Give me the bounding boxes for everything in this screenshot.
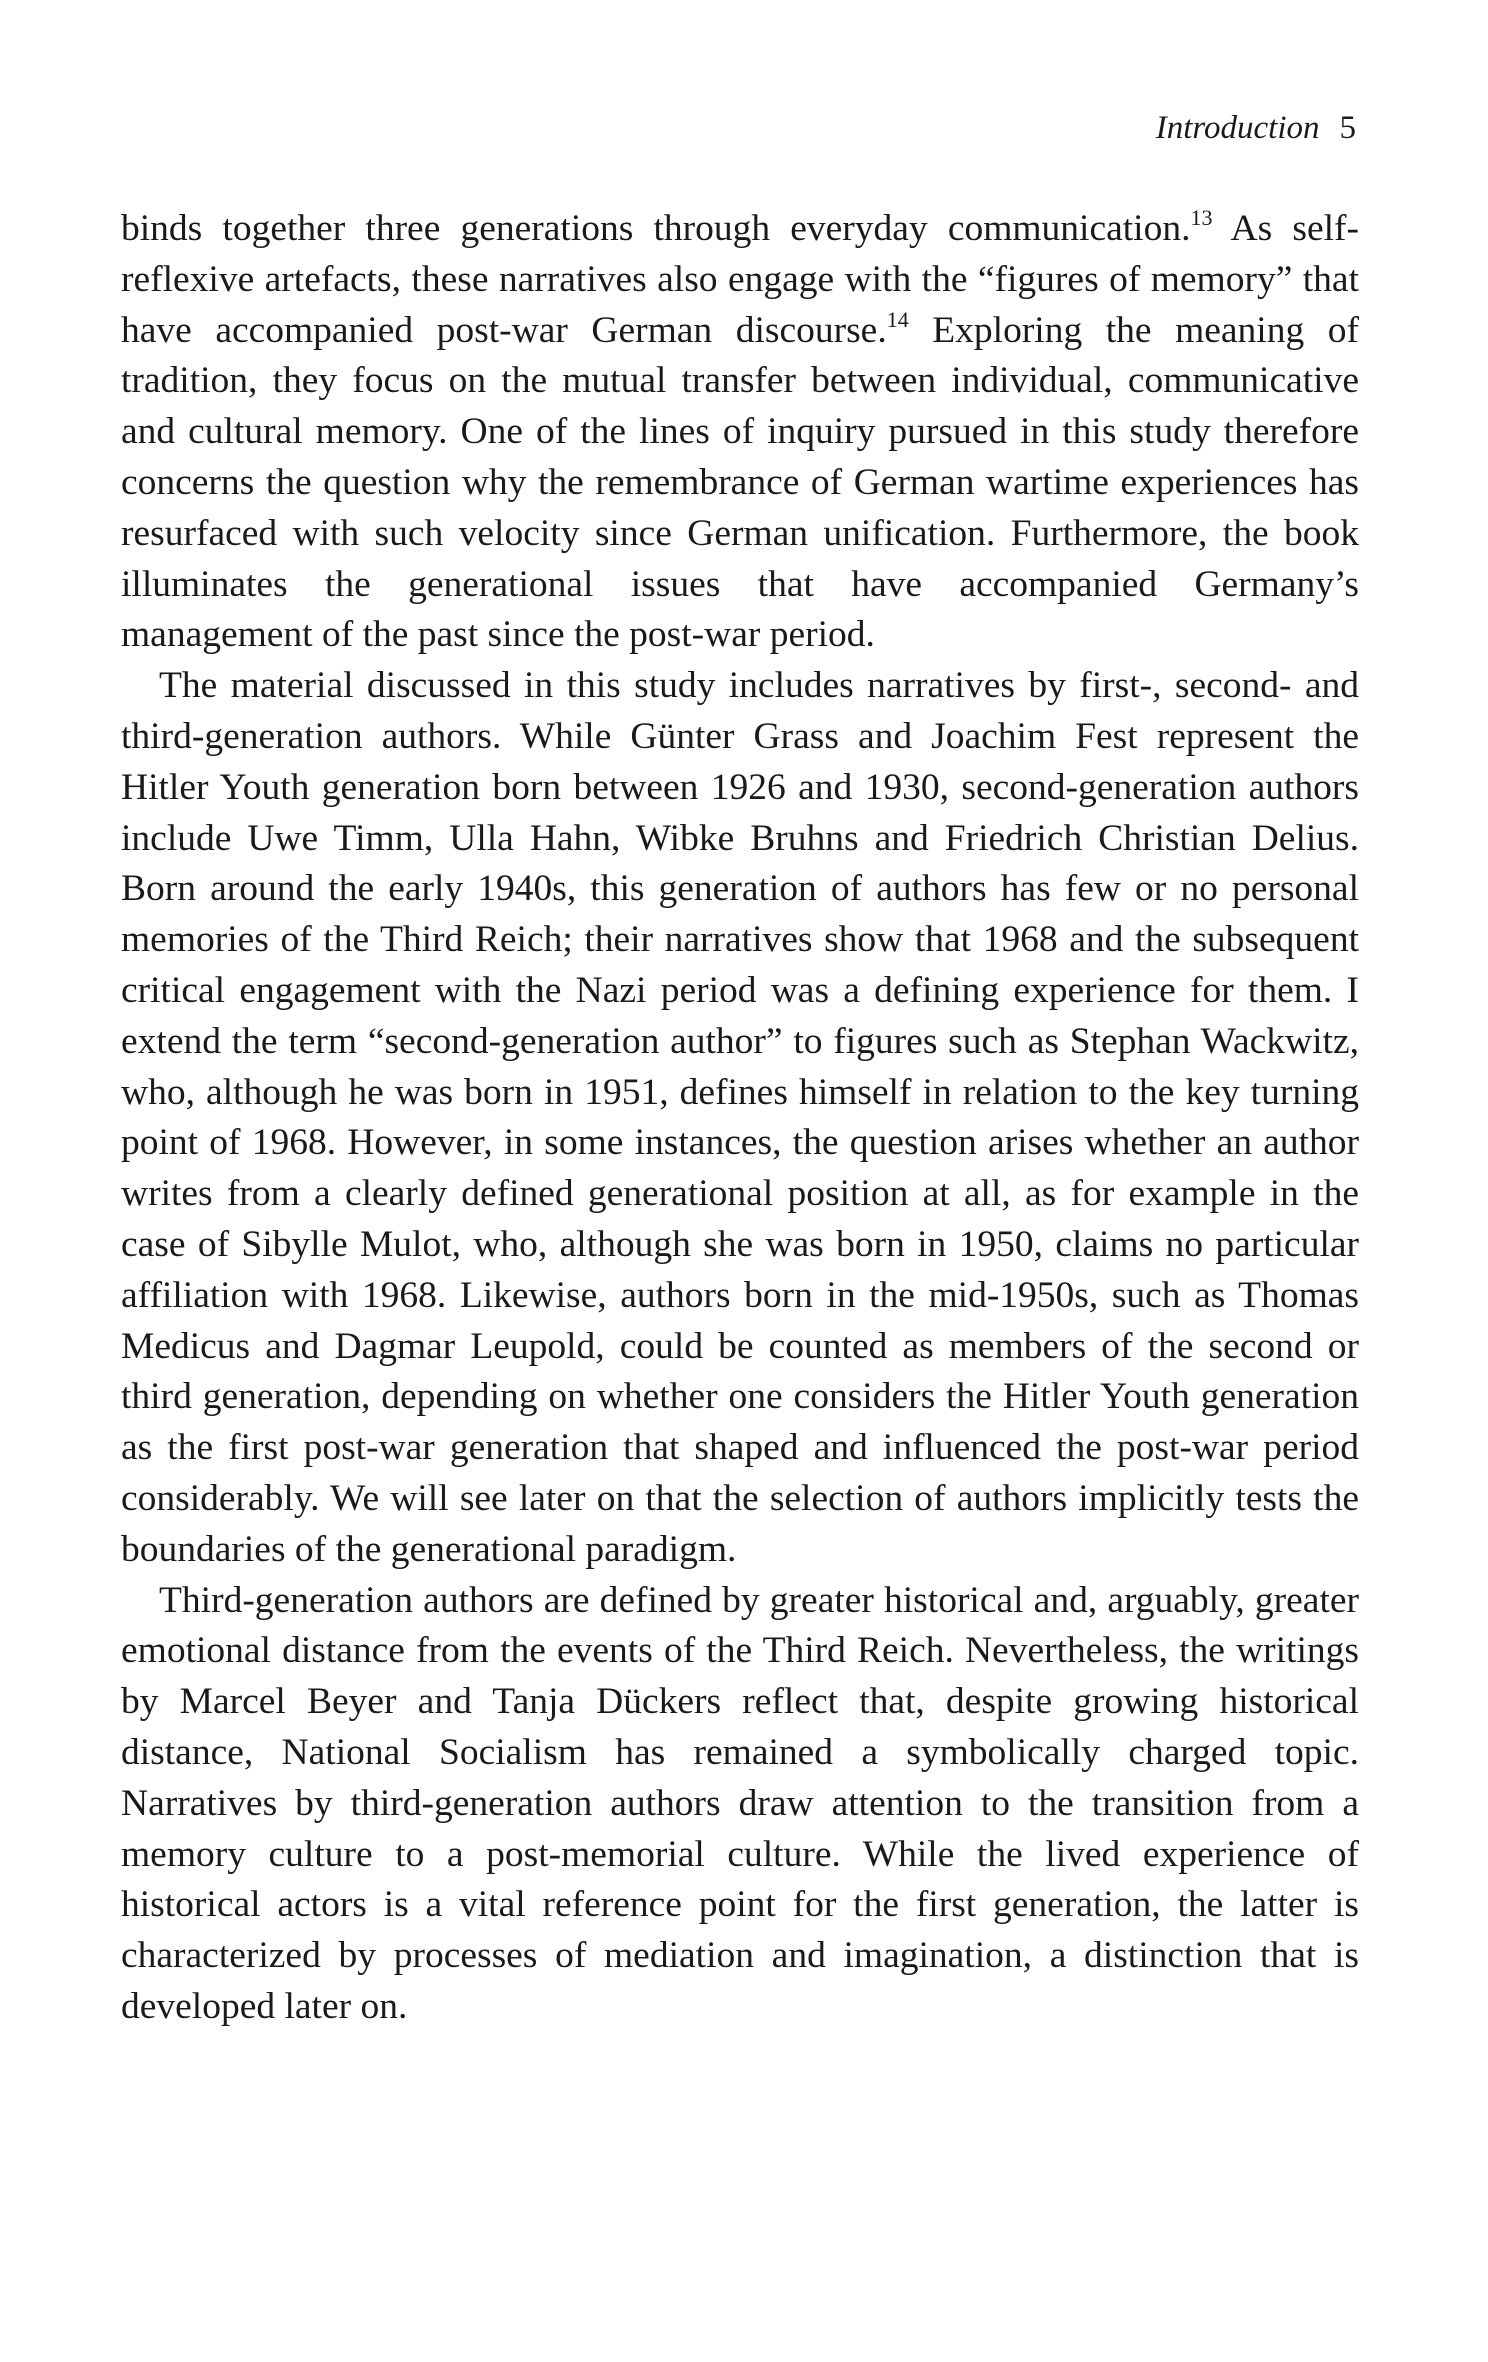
footnote-reference-13: 13	[1190, 205, 1213, 230]
footnote-reference-14: 14	[886, 306, 909, 332]
paragraph-1-text-part-3: Exploring the meaning of tradition, they focus on the mutual transfer between individual, communicative and cultural memory. One of the lines of inquiry pursued in this study therefore concerns the question why the remembrance of German wartime experiences has resurfaced with such velocity since German unification. Furthermore, the book illuminates the generational issues that have accompanied Germany’s management of the past since the post-war period.	[121, 309, 1359, 656]
paragraph-1-text-part-1: binds together three generations through everyday communication.	[121, 208, 1191, 249]
paragraph-3: Third-generation authors are defined by greater historical and, arguably, greater emotional distance from the events of the Third Reich. Nevertheless, the writings by Marcel Beyer and Tanja Dückers reflect that, despite growing historical distance, National Socialism has remained a symbolically charged topic. Narratives by third-generation authors draw attention to the transition from a memory culture to a post-memorial culture. While the lived experience of historical actors is a vital reference point for the first generation, the latter is characterized by processes of mediation and imagination, a distinction that is developed later on.	[121, 1579, 1359, 2027]
paragraph-1	[121, 204, 1359, 661]
paragraph-1-text-part-2: As self-reflexive artefacts, these narratives also engage with the “figures of memory” that have accompanied post-war German discourse.	[121, 208, 1359, 351]
running-head-title: Introduction	[1155, 110, 1320, 146]
running-head	[1156, 104, 1356, 152]
page-number: 5	[1339, 110, 1356, 146]
body-text	[121, 204, 1359, 2033]
paragraph-2: The material discussed in this study includes narratives by first-, second- and third-generation authors. While Günter Grass and Joachim Fest represent the Hitler Youth generation born between 1926 and 1930, second-generation authors include Uwe Timm, Ulla Hahn, Wibke Bruhns and Friedrich Christian Delius. Born around the early 1940s, this generation of authors has few or no personal memories of the Third Reich; their narratives show that 1968 and the subsequent critical engagement with the Nazi period was a defining experience for them. I extend the term “second-generation author” to figures such as Stephan Wackwitz, who, although he was born in 1951, defines himself in relation to the key turning point of 1968. However, in some instances, the question arises whether an author writes from a clearly defined generational position at all, as for example in the case of Sibylle Mulot, who, although she was born in 1950, claims no particular affiliation with 1968. Likewise, authors born in the mid-1950s, such as Thomas Medicus and Dagmar Leupold, could be counted as members of the second or third generation, depending on whether one considers the Hitler Youth generation as the first post-war generation that shaped and influenced the post-war period considerably. We will see later on that the selection of authors implicitly tests the boundaries of the generational paradigm.	[121, 665, 1359, 1570]
